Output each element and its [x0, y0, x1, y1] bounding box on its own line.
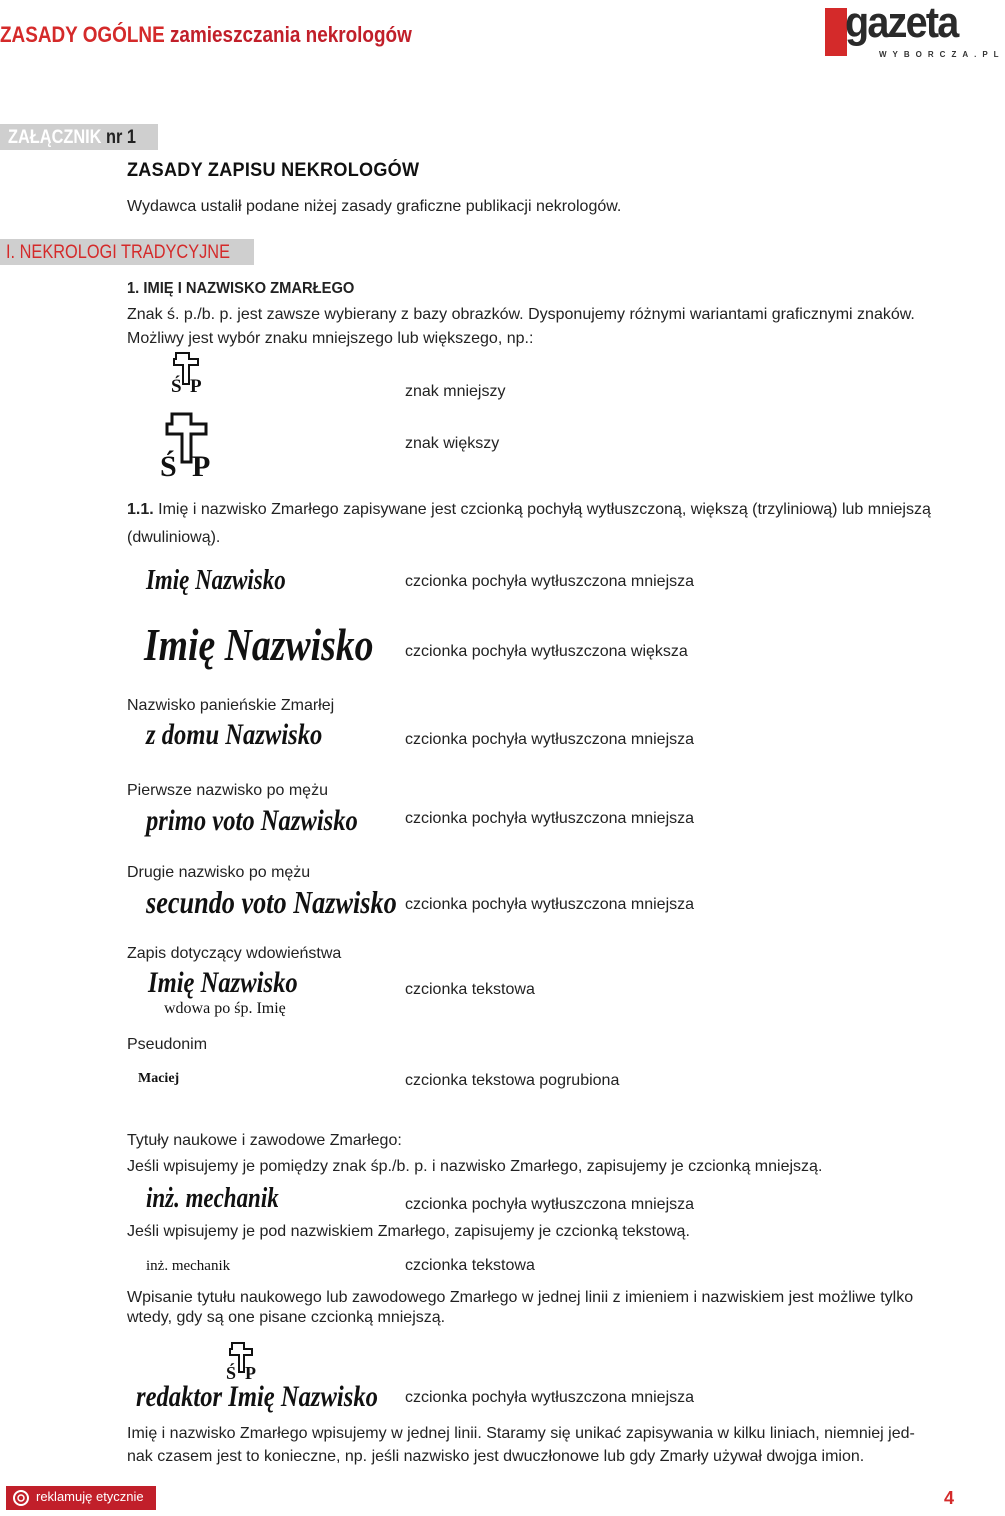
titles-final2: nak czasem jest to konieczne, np. jeśli nazwisko jest dwuczłonowe lub gdy Zmarły używał dwojga imion.: [127, 1448, 865, 1465]
titles-rule3a: Wpisanie tytułu naukowego lub zawodowego Zmarłego w jednej linii z imieniem i nazwiskiem jest możliwe tylko: [127, 1289, 914, 1306]
example7-sample: Maciej: [138, 1071, 180, 1086]
example6-sample2: wdowa po śp. Imię: [164, 1000, 286, 1017]
example6-sample: Imię Nazwisko: [148, 966, 298, 999]
main-heading: ZASADY ZAPISU NEKROLOGÓW: [127, 160, 420, 181]
svg-text:Ś: Ś: [171, 376, 182, 397]
logo-subtitle: WYBORCZA.PL: [879, 50, 1005, 59]
example5-sample: secundo voto Nazwisko: [146, 884, 397, 920]
logo-red-bar: [825, 8, 847, 56]
point11-number: 1.1.: [127, 501, 154, 518]
svg-text:Ś: Ś: [226, 1363, 237, 1383]
logo-word: gazeta: [845, 0, 958, 47]
annex-label: ZAŁĄCZNIK nr 1: [8, 127, 137, 148]
intro-text: Wydawca ustalił podane niżej zasady graficzne publikacji nekrologów.: [127, 198, 622, 215]
example1-desc: czcionka pochyła wytłuszczona mniejsza: [405, 573, 695, 590]
point11-text: [127, 500, 931, 520]
titles-sample1: inż. mechanik: [146, 1183, 279, 1214]
cross-big-label: znak większy: [405, 435, 500, 452]
example3-caption: Nazwisko panieńskie Zmarłej: [127, 697, 335, 714]
example2-sample: Imię Nazwisko: [144, 619, 374, 670]
cross-small-icon: [168, 350, 208, 396]
page-number: 4: [943, 1488, 954, 1508]
titles-desc2: czcionka tekstowa: [405, 1257, 535, 1274]
annex-band: [0, 124, 158, 150]
titles-rule3b: wtedy, gdy są one pisane czcionką mniejszą.: [127, 1309, 446, 1326]
svg-text:Ś: Ś: [160, 450, 177, 483]
titles-sample3: redaktor Imię Nazwisko: [136, 1380, 378, 1413]
titles-heading: Tytuły naukowe i zawodowe Zmarłego:: [127, 1132, 402, 1149]
point1-line2: Możliwy jest wybór znaku mniejszego lub większego, np.:: [127, 330, 534, 347]
titles-sample2: inż. mechanik: [146, 1258, 231, 1274]
titles-desc3: czcionka pochyła wytłuszczona mniejsza: [405, 1389, 695, 1406]
section-label: I. NEKROLOGI TRADYCYJNE: [6, 242, 230, 263]
svg-text:P: P: [192, 450, 211, 483]
example4-caption: Pierwsze nazwisko po mężu: [127, 782, 328, 799]
titles-desc1: czcionka pochyła wytłuszczona mniejsza: [405, 1196, 695, 1213]
example4-sample: primo voto Nazwisko: [146, 804, 358, 837]
example6-desc: czcionka tekstowa: [405, 981, 535, 998]
gazeta-logo: [825, 0, 1005, 62]
point11-text2: (dwuliniową).: [127, 529, 221, 546]
example5-desc: czcionka pochyła wytłuszczona mniejsza: [405, 896, 695, 913]
reklamuje-etycznie-badge: [6, 1486, 156, 1510]
titles-rule1: Jeśli wpisujemy je pomiędzy znak śp./b. p. i nazwisko Zmarłego, zapisujemy je czcionką mniejszą.: [127, 1158, 823, 1175]
titles-final1: Imię i nazwisko Zmarłego wpisujemy w jednej linii. Staramy się unikać zapisywania w kilku liniach, niemniej jed-: [127, 1425, 915, 1442]
example5-caption: Drugie nazwisko po mężu: [127, 864, 311, 881]
example7-desc: czcionka tekstowa pogrubiona: [405, 1072, 620, 1089]
example1-sample: Imię Nazwisko: [146, 565, 286, 596]
badge-text: reklamuję etycznie: [36, 1489, 144, 1504]
example2-desc: czcionka pochyła wytłuszczona większa: [405, 643, 688, 660]
example7-caption: Pseudonim: [127, 1036, 208, 1053]
section-band: [0, 239, 254, 265]
badge-ring-icon: [12, 1489, 30, 1507]
titles-rule2: Jeśli wpisujemy je pod nazwiskiem Zmarłego, zapisujemy je czcionką tekstową.: [127, 1223, 690, 1240]
header-title-part1: ZASADY OGÓLNE: [0, 22, 165, 47]
svg-text:P: P: [190, 376, 202, 397]
point11-body: Imię i nazwisko Zmarłego zapisywane jest czcionką pochyłą wytłuszczoną, większą (trzyliniową) lub mniejszą: [158, 501, 931, 518]
example3-desc: czcionka pochyła wytłuszczona mniejsza: [405, 731, 695, 748]
point1-line1: Znak ś. p./b. p. jest zawsze wybierany z bazy obrazków. Dysponujemy różnymi wariantami graficznymi znaków.: [127, 306, 915, 323]
point1-title: 1. IMIĘ I NAZWISKO ZMARŁEGO: [127, 280, 355, 297]
example6-caption: Zapis dotyczący wdowieństwa: [127, 945, 342, 962]
example4-desc: czcionka pochyła wytłuszczona mniejsza: [405, 810, 695, 827]
header-title-part2: zamieszczania nekrologów: [169, 22, 412, 47]
cross-small-label: znak mniejszy: [405, 383, 506, 400]
cross-small-icon-2: [224, 1340, 264, 1382]
page-header-title: [0, 22, 412, 48]
svg-text:P: P: [245, 1363, 256, 1383]
example3-sample: z domu Nazwisko: [146, 718, 323, 751]
cross-big-icon: [158, 410, 218, 483]
